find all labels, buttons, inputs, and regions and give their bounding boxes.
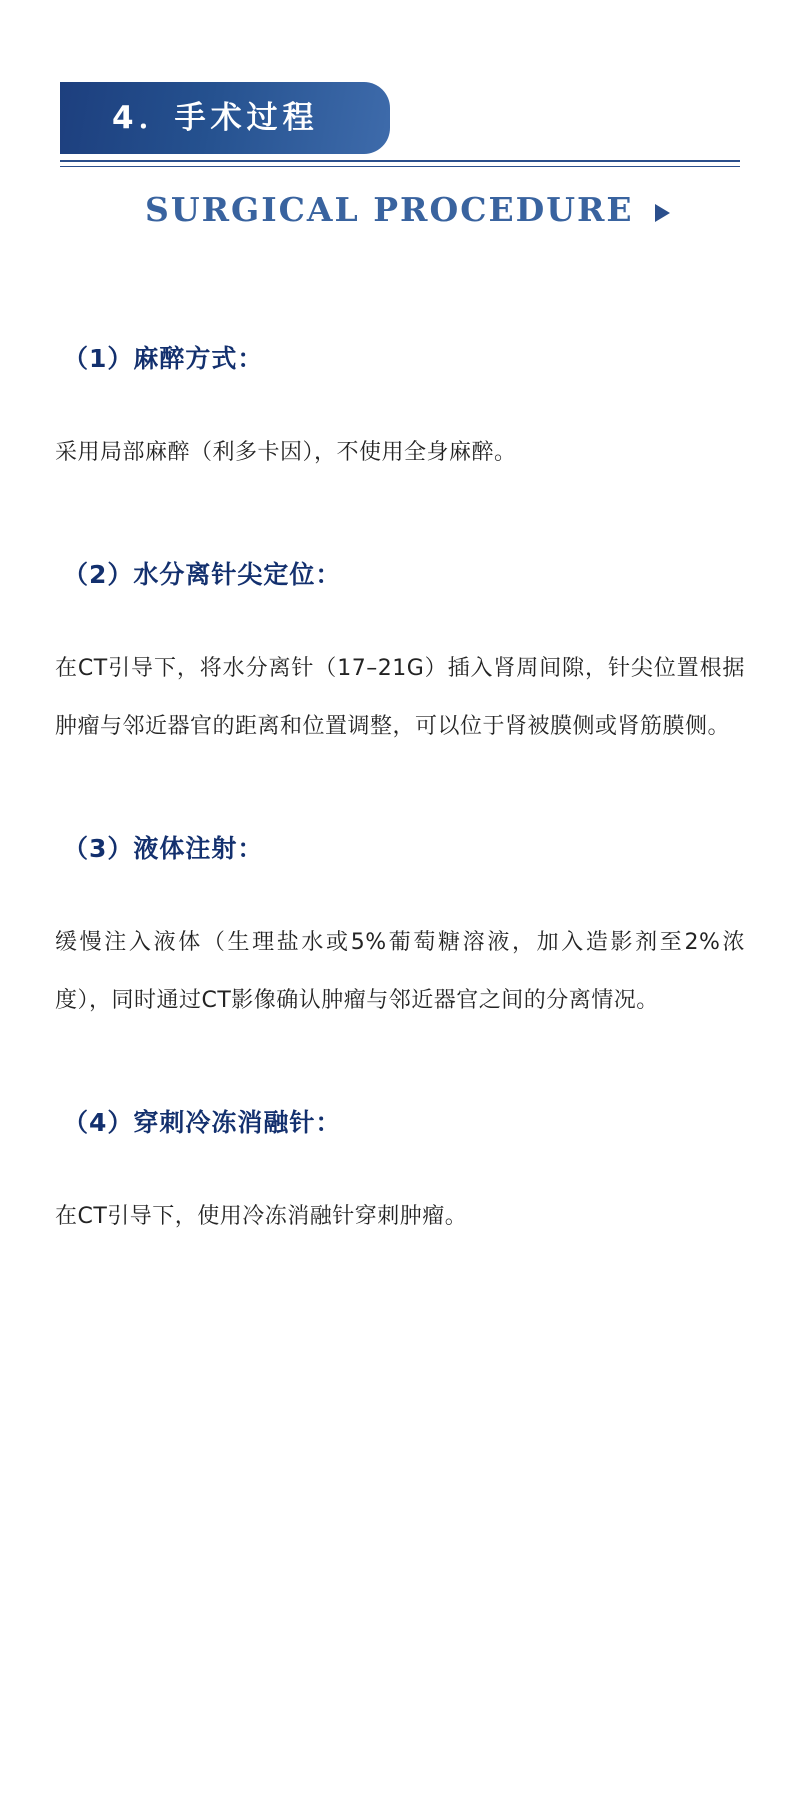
section-subtitle-row [0,190,800,248]
document-page [0,82,800,1810]
item-title: （2）水分离针尖定位： [63,560,342,589]
header-divider-thin [60,166,740,167]
item-body: 在CT引导下，使用冷冻消融针穿刺肿瘤。 [55,1204,468,1229]
item-title: （4）穿刺冷冻消融针： [63,1108,342,1137]
list-item [55,340,745,482]
section-content [0,340,800,1306]
section-header [0,82,800,170]
section-number-title: 4．手术过程 [112,100,319,136]
triangle-right-icon [655,204,670,222]
list-item [55,830,745,1030]
item-body: 缓慢注入液体（生理盐水或5%葡萄糖溶液，加入造影剂至2%浓度），同时通过CT影像确认肿瘤与邻近器官之间的分离情况。 [55,930,745,1013]
header-divider-thick [60,160,740,162]
item-body: 在CT引导下，将水分离针（17–21G）插入肾周间隙，针尖位置根据肿瘤与邻近器官的距离和位置调整，可以位于肾被膜侧或肾筋膜侧。 [55,656,745,739]
list-item [55,556,745,756]
item-title: （3）液体注射： [63,834,264,863]
item-body: 采用局部麻醉（利多卡因），不使用全身麻醉。 [55,440,517,465]
section-subtitle-english: SURGICAL PROCEDURE [145,190,634,229]
item-title: （1）麻醉方式： [63,344,264,373]
list-item [55,1104,745,1246]
